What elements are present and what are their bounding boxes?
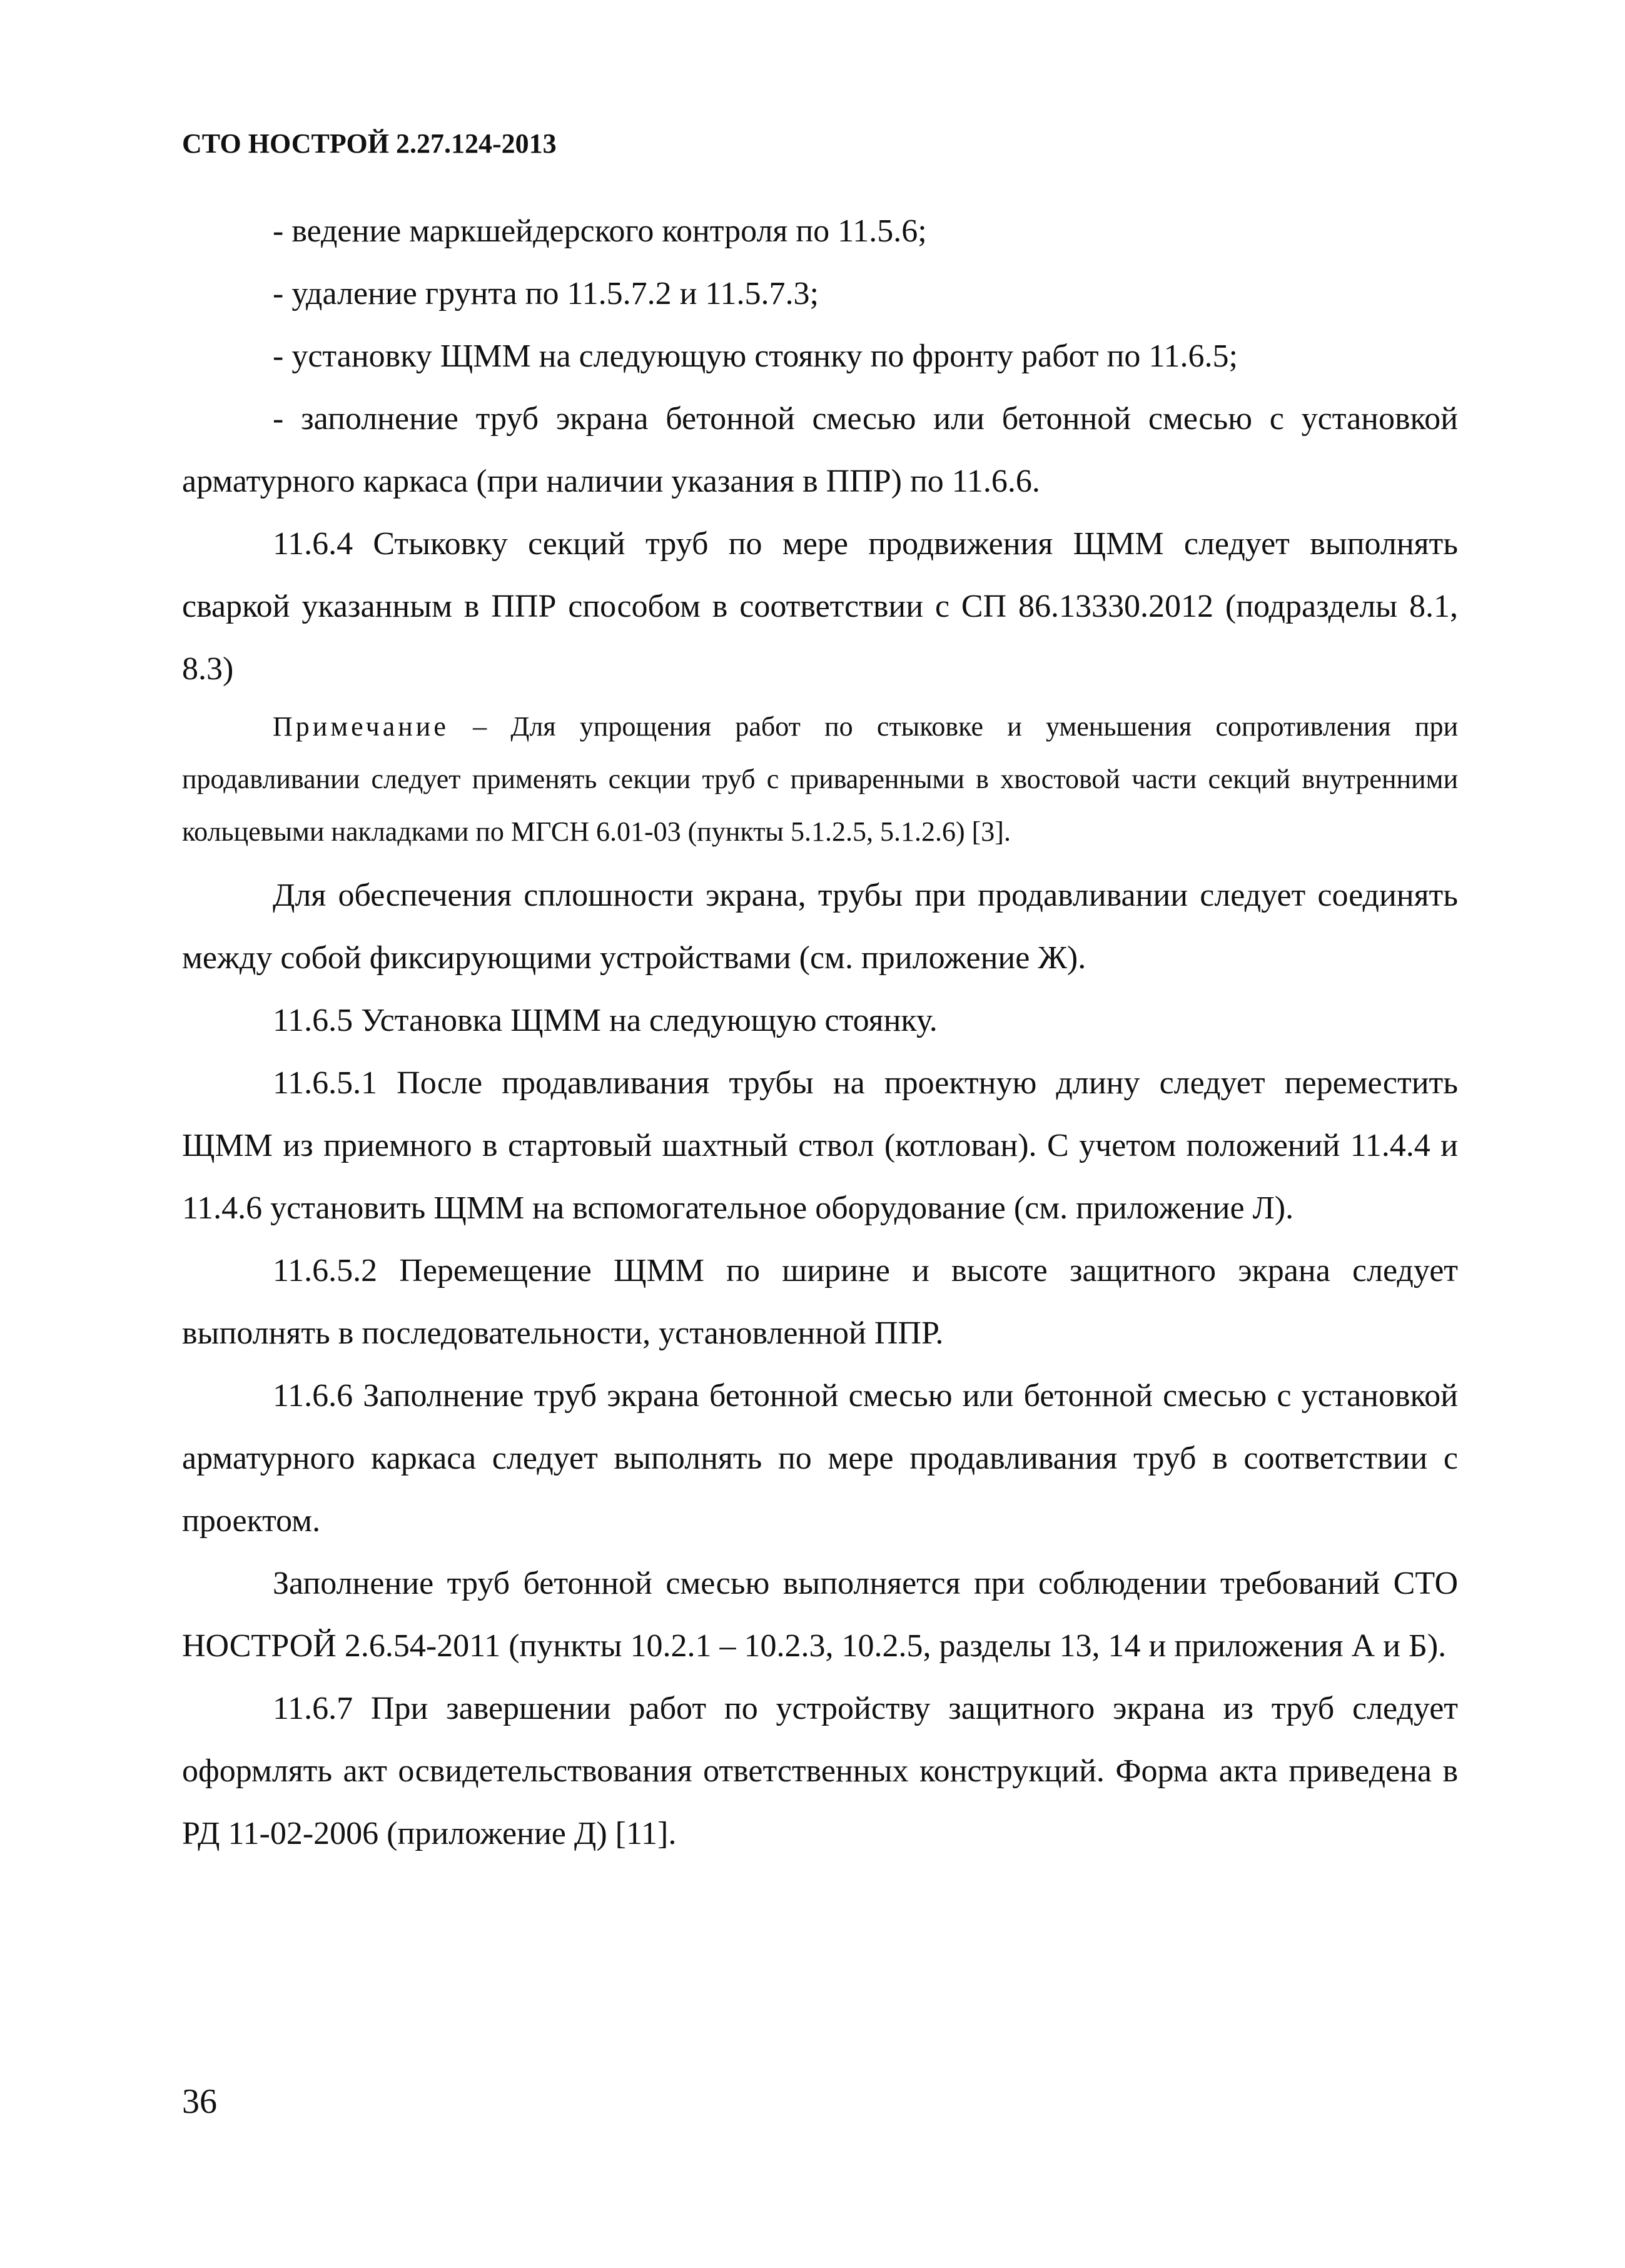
document-header: СТО НОСТРОЙ 2.27.124-2013 <box>182 128 557 159</box>
list-item-soil-removal: - удаление грунта по 11.5.7.2 и 11.5.7.3; <box>273 276 819 311</box>
paragraph-11-6-4: 11.6.4 Стыковку секций труб по мере продвижения ЩММ следует выполнять сваркой указанным в ППР способом в соответствии с СП 86.13330.2012 (подразделы 8.1, 8.3) <box>182 526 1458 687</box>
paragraph-continuity: Для обеспечения сплошности экрана, трубы при продавливании следует соединять между собой фиксирующими устройствами (см. приложение Ж). <box>182 878 1458 976</box>
paragraph-11-6-7: 11.6.7 При завершении работ по устройству защитного экрана из труб следует оформлять акт освидетельствования ответственных конструкций. Форма акта приведена в РД 11-02-2006 (приложение Д) [11]. <box>182 1691 1458 1851</box>
note-text: – Для упрощения работ по стыковке и уменьшения сопротивления при продавливании следует применять секции труб с приваренными в хвостовой части секций внутренними кольцевыми накладками по МГСН 6.01-03 (пункты 5.1.2.5, 5.1.2.6) [3]. <box>182 711 1458 847</box>
list-item-machine-installation: - установку ЩММ на следующую стоянку по фронту работ по 11.6.5; <box>273 338 1238 374</box>
note-label: Примечание <box>273 711 449 742</box>
page-number: 36 <box>182 2082 217 2121</box>
paragraph-11-6-5: 11.6.5 Установка ЩММ на следующую стоянку. <box>273 1003 938 1038</box>
list-item-survey-control: - ведение маркшейдерского контроля по 11.5.6; <box>273 213 927 249</box>
note-block <box>182 701 1458 858</box>
paragraph-11-6-5-1: 11.6.5.1 После продавливания трубы на проектную длину следует переместить ЩММ из приемного в стартовый шахтный ствол (котлован). С учетом положений 11.4.4 и 11.4.6 установить ЩММ на вспомогательное оборудование (см. приложение Л). <box>182 1065 1458 1226</box>
paragraph-11-6-5-2: 11.6.5.2 Перемещение ЩММ по ширине и высоте защитного экрана следует выполнять в последовательности, установленной ППР. <box>182 1253 1458 1351</box>
paragraph-concrete-filling: Заполнение труб бетонной смесью выполняется при соблюдении требований СТО НОСТРОЙ 2.6.54-2011 (пункты 10.2.1 – 10.2.3, 10.2.5, разделы 13, 14 и приложения А и Б). <box>182 1566 1458 1664</box>
document-body <box>182 200 1458 1865</box>
paragraph-11-6-6: 11.6.6 Заполнение труб экрана бетонной смесью или бетонной смесью с установкой арматурного каркаса следует выполнять по мере продавливания труб в соответствии с проектом. <box>182 1378 1458 1539</box>
list-item-pipe-filling: - заполнение труб экрана бетонной смесью или бетонной смесью с установкой арматурного каркаса (при наличии указания в ППР) по 11.6.6. <box>182 401 1458 499</box>
